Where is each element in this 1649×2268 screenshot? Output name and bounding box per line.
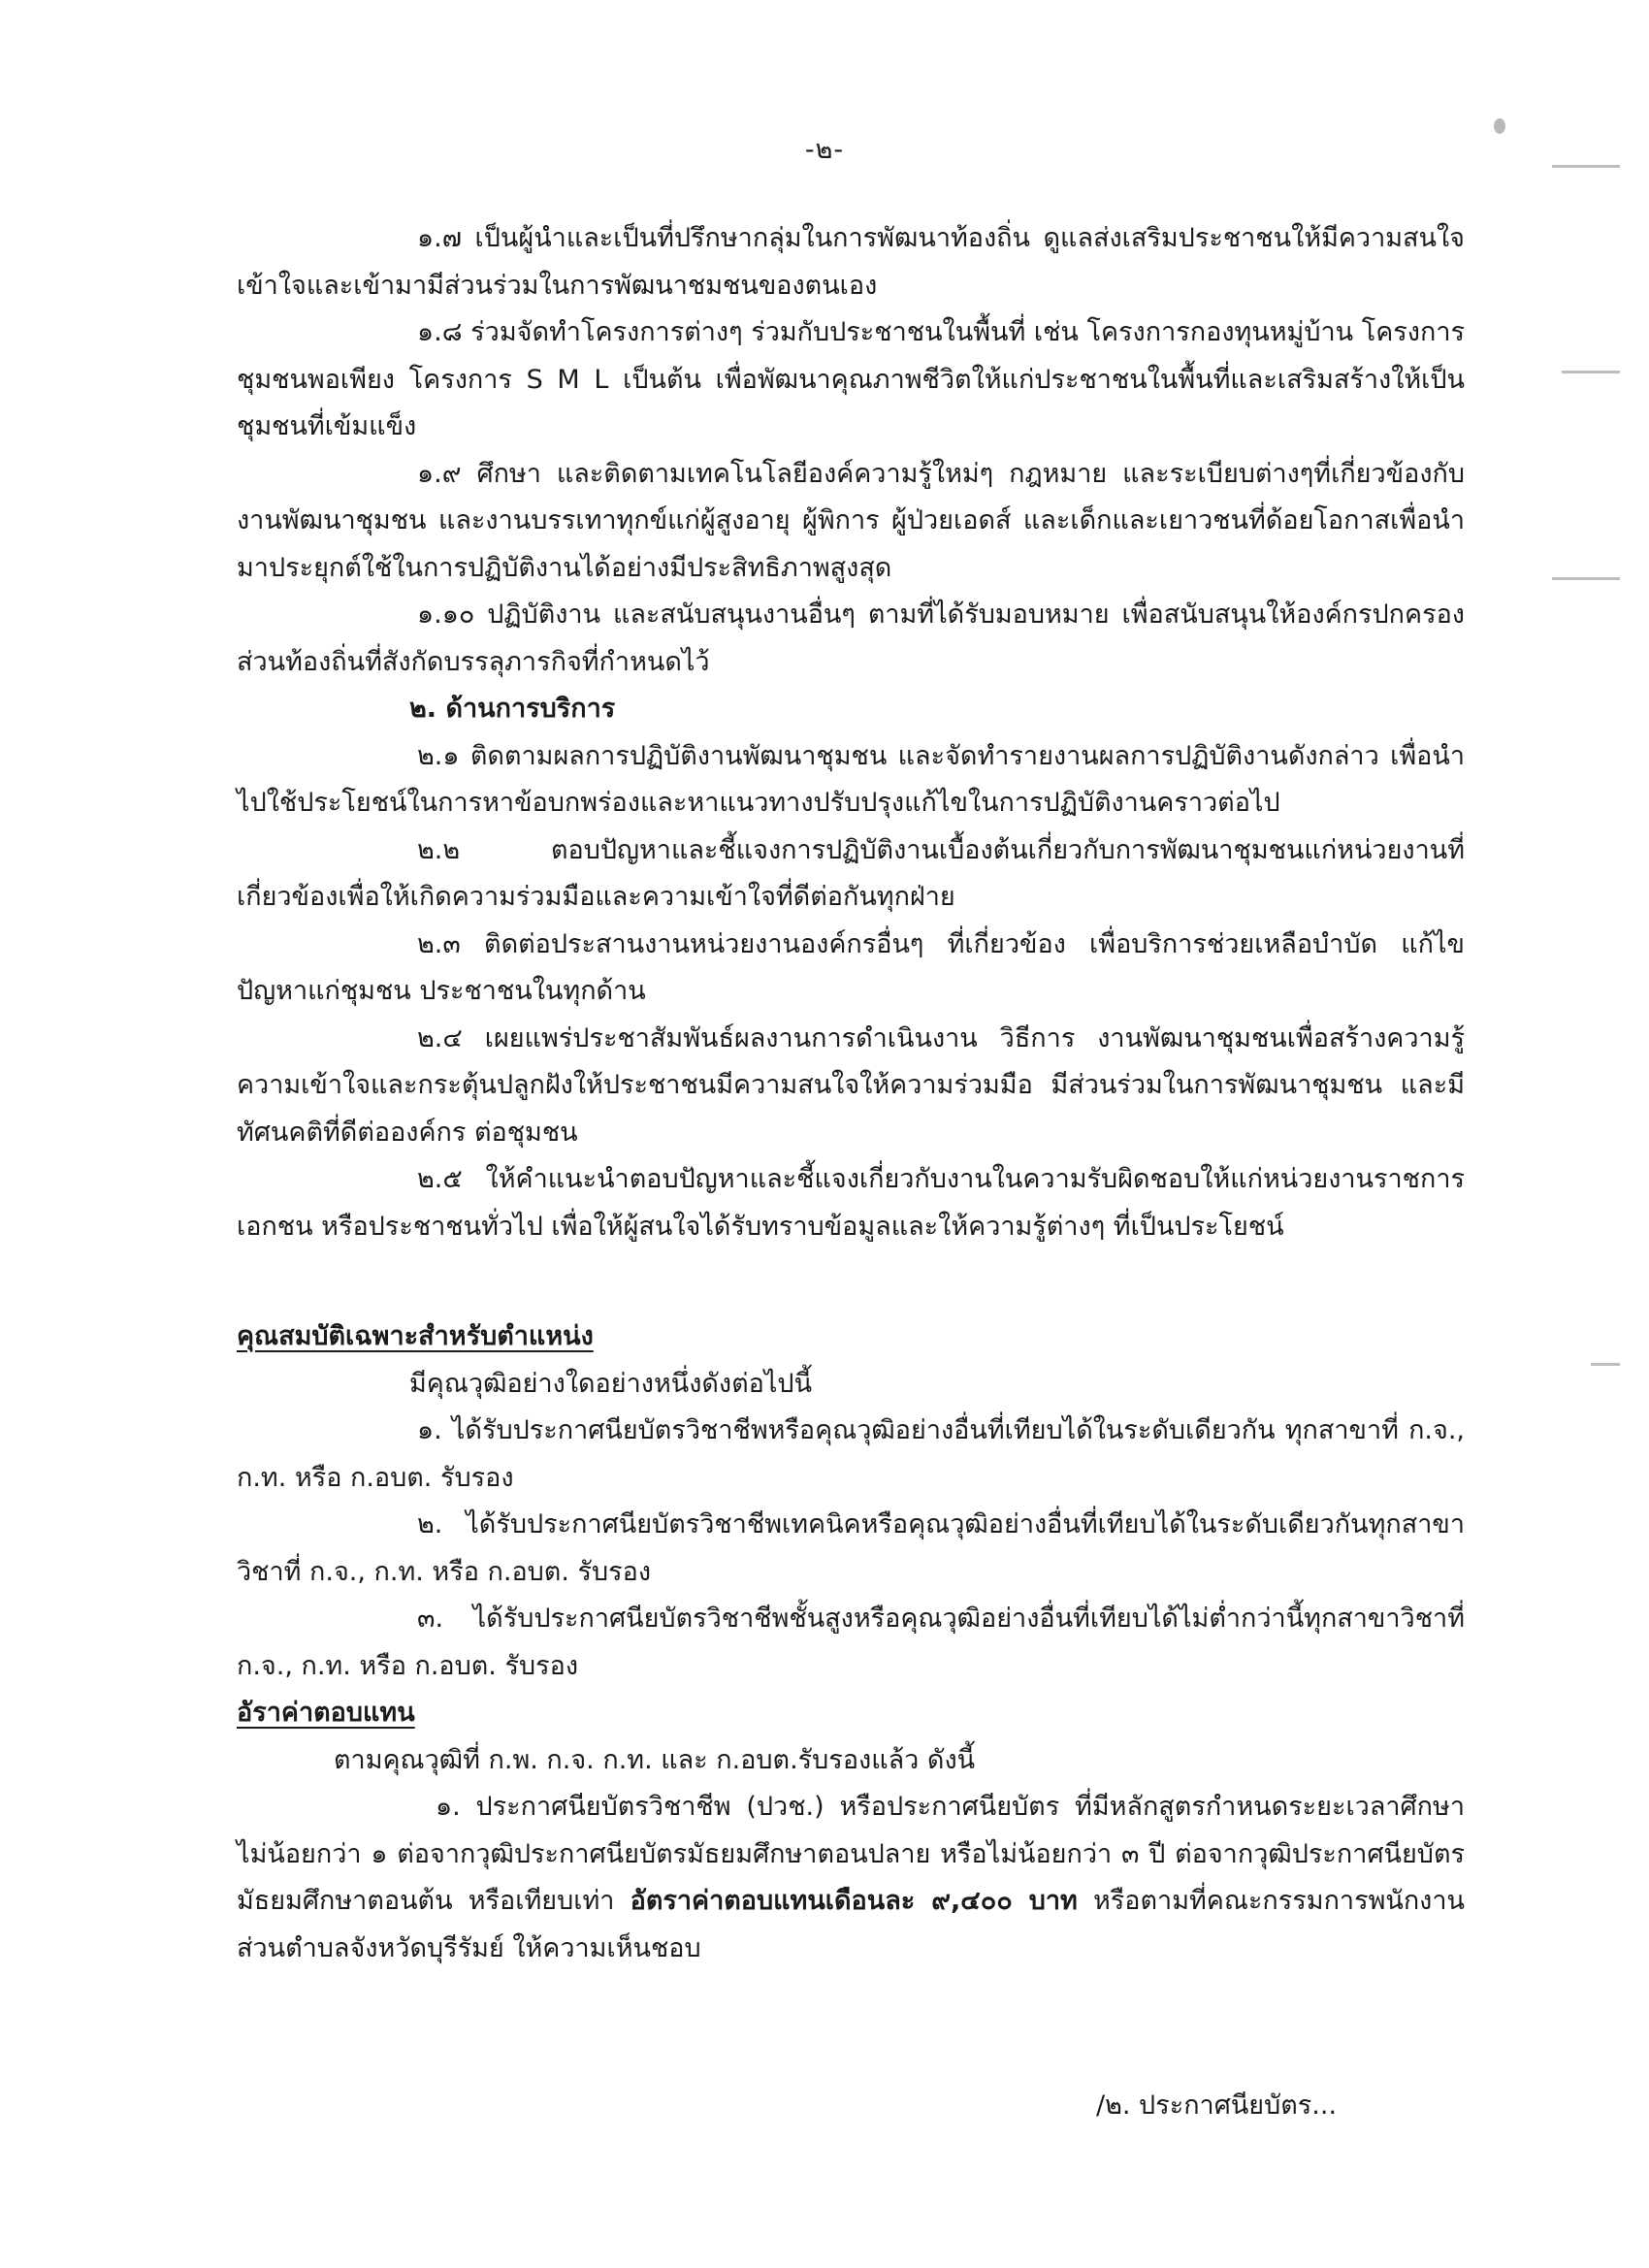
scan-mark bbox=[1562, 371, 1620, 373]
section-heading-services: ๒. ด้านการบริการ bbox=[409, 694, 616, 724]
paragraph-2-4: ๒.๔ เผยแพร่ประชาสัมพันธ์ผลงานการดำเนินงาน วิธีการ งานพัฒนาชุมชนเพื่อสร้างความรู้ความเข้าใจและกระตุ้นปลูกฝังให้ประชาชนมีความสนใจให้ความร่วมมือ มีส่วนร่วมในการพัฒนาชุมชน และมีทัศนคติที่ดีต่อองค์กร ต่อชุมชน bbox=[237, 1022, 1465, 1148]
qualification-2: ๒. ได้รับประกาศนียบัตรวิชาชีพเทคนิคหรือคุณวุฒิอย่างอื่นที่เทียบได้ในระดับเดียวกันทุกสาขาวิชาที่ ก.จ., ก.ท. หรือ ก.อบต. รับรอง bbox=[237, 1509, 1465, 1587]
scan-mark bbox=[1591, 1363, 1620, 1366]
spacer bbox=[237, 1250, 1465, 1298]
paragraph-2-1: ๒.๑ ติดตามผลการปฏิบัติงานพัฒนาชุมชน และจัดทำรายงานผลการปฏิบัติงานดังกล่าว เพื่อนำไปใช้ประโยชน์ในการหาข้อบกพร่องและหาแนวทางปรับปรุงแก้ไขในการปฏิบัติงานคราวต่อไป bbox=[237, 740, 1465, 818]
qualifications-heading-text: คุณสมบัติเฉพาะสำหรับตำแหน่ง bbox=[237, 1321, 594, 1351]
qualification-1: ๑. ได้รับประกาศนียบัตรวิชาชีพหรือคุณวุฒิอย่างอื่นที่เทียบได้ในระดับเดียวกัน ทุกสาขาที่ ก.จ., ก.ท. หรือ ก.อบต. รับรอง bbox=[237, 1415, 1465, 1493]
compensation-heading bbox=[237, 1690, 1465, 1737]
compensation-item-1 bbox=[237, 1784, 1465, 1972]
qualification-3: ๓. ได้รับประกาศนียบัตรวิชาชีพชั้นสูงหรือคุณวุฒิอย่างอื่นที่เทียบได้ไม่ต่ำกว่านี้ทุกสาขาวิชาที่ ก.จ., ก.ท. หรือ ก.อบต. รับรอง bbox=[237, 1604, 1465, 1681]
compensation-intro: ตามคุณวุฒิที่ ก.พ. ก.จ. ก.ท. และ ก.อบต.รับรองแล้ว ดังนี้ bbox=[334, 1744, 976, 1775]
qualifications-heading bbox=[237, 1313, 1465, 1361]
paragraph-1-10: ๑.๑๐ ปฏิบัติงาน และสนับสนุนงานอื่นๆ ตามที่ได้รับมอบหมาย เพื่อสนับสนุนให้องค์กรปกครองส่วนท้องถิ่นที่สังกัดบรรลุภารกิจที่กำหนดไว้ bbox=[237, 599, 1465, 677]
compensation-rate: อัตราค่าตอบแทนเดือนละ ๙,๔๐๐ บาท bbox=[630, 1886, 1078, 1916]
scan-mark bbox=[1552, 577, 1620, 580]
compensation-item-1-text: ๑. ประกาศนียบัตรวิชาชีพ (ปวช.) หรือประกาศนียบัตร ที่มีหลักสูตรกำหนดระยะเวลาศึกษาไม่น้อยกว่า ๑ ต่อจากวุฒิประกาศนียบัตรมัธยมศึกษาตอนปลาย หรือไม่น้อยกว่า ๓ ปี ต่อจากวุฒิประกาศนียบัตรมัธยมศึกษาตอนต้น หรือเทียบเท่า bbox=[237, 1792, 1465, 1916]
compensation-item-1-tail: หรือตามที่คณะกรรมการพนักงานส่วนตำบลจังหวัดบุรีรัมย์ ให้ความเห็นชอบ bbox=[237, 1886, 1465, 1963]
paragraph-2-5: ๒.๕ ให้คำแนะนำตอบปัญหาและชี้แจงเกี่ยวกับงานในความรับผิดชอบให้แก่หน่วยงานราชการ เอกชน หรือประชาชนทั่วไป เพื่อให้ผู้สนใจได้รับทราบข้อมูลและให้ความรู้ต่างๆ ที่เป็นประโยชน์ bbox=[237, 1164, 1465, 1242]
page-number: -๒- bbox=[804, 135, 845, 165]
paragraph-1-8: ๑.๘ ร่วมจัดทำโครงการต่างๆ ร่วมกับประชาชนในพื้นที่ เช่น โครงการกองทุนหมู่บ้าน โครงการชุมชนพอเพียง โครงการ S M L เป็นต้น เพื่อพัฒนาคุณภาพชีวิตให้แก่ประชาชนในพื้นที่และเสริมสร้างให้เป็นชุมชนที่เข้มแข็ง bbox=[237, 317, 1465, 441]
spacer bbox=[237, 1298, 1465, 1313]
qualifications-intro: มีคุณวุฒิอย่างใดอย่างหนึ่งดังต่อไปนี้ bbox=[409, 1368, 813, 1399]
paragraph-2-2: ๒.๒ ตอบปัญหาและชี้แจงการปฏิบัติงานเบื้องต้นเกี่ยวกับการพัฒนาชุมชนแก่หน่วยงานที่เกี่ยวข้องเพื่อให้เกิดความร่วมมือและความเข้าใจที่ดีต่อกันทุกฝ่าย bbox=[237, 834, 1465, 912]
paragraph-2-3: ๒.๓ ติดต่อประสานงานหน่วยงานองค์กรอื่นๆ ที่เกี่ยวข้อง เพื่อบริการช่วยเหลือบำบัด แก้ไขปัญหาแก่ชุมชน ประชาชนในทุกด้าน bbox=[237, 928, 1465, 1006]
paragraph-1-7: ๑.๗ เป็นผู้นำและเป็นที่ปรึกษากลุ่มในการพัฒนาท้องถิ่น ดูแลส่งเสริมประชาชนให้มีความสนใจ เข้าใจและเข้ามามีส่วนร่วมในการพัฒนาชมชนของตนเอง bbox=[237, 223, 1465, 301]
document-body bbox=[237, 215, 1465, 1972]
compensation-heading-text: อัราค่าตอบแทน bbox=[237, 1698, 415, 1728]
paragraph-1-9: ๑.๙ ศึกษา และติดตามเทคโนโลยีองค์ความรู้ใหม่ๆ กฎหมาย และระเบียบต่างๆที่เกี่ยวข้องกับงานพัฒนาชุมชน และงานบรรเทาทุกข์แก่ผู้สูงอายุ ผู้พิการ ผู้ป่วยเอดส์ และเด็กและเยาวชนที่ด้อยโอกาสเพื่อนำมาประยุกต์ใช้ในการปฏิบัติงานได้อย่างมีประสิทธิภาพสูงสุด bbox=[237, 458, 1465, 583]
continuation-note: /๒. ประกาศนียบัตร... bbox=[1096, 2090, 1338, 2121]
